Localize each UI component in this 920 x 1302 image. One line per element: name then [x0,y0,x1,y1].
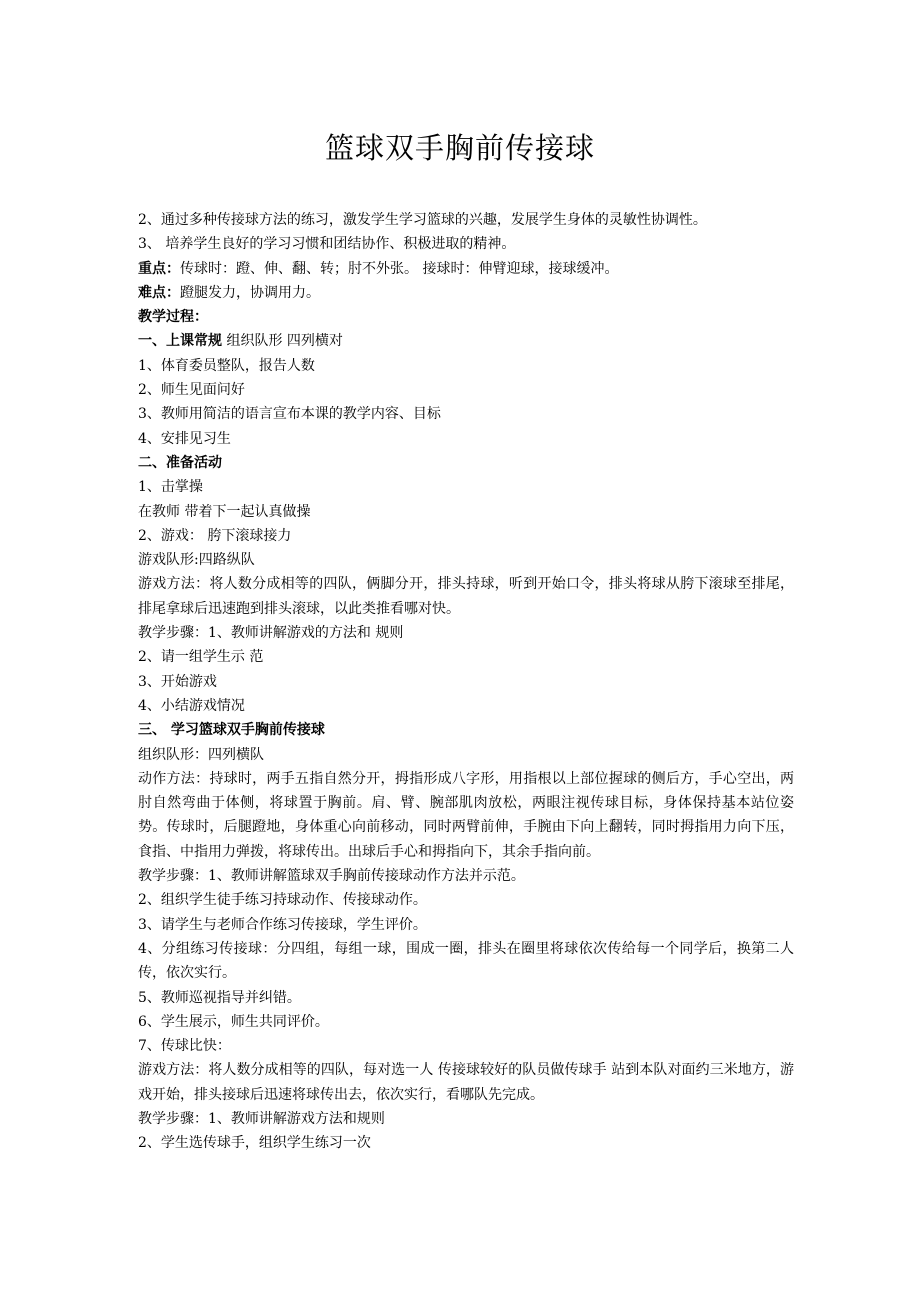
section-2-item-1: 1、击掌操 [138,479,203,496]
page-title: 篮球双手胸前传接球 [324,131,595,165]
section-2-item-6: 教学步骤：1、教师讲解游戏的方法和 规则 [138,625,404,642]
section-3-item-4: 2、组织学生徒手练习持球动作、传接球动作。 [138,892,427,909]
section-2-item-4: 游戏队形:四路纵队 [138,552,255,569]
document-body [138,208,794,1156]
section-2-item-9: 4、小结游戏情况 [138,697,245,714]
section-2-item-2: 在教师 带着下一起认真做操 [138,503,311,520]
section-3-item-3: 教学步骤：1、教师讲解篮球双手胸前传接球动作方法并示范。 [138,868,525,885]
section-1-item-3: 3、教师用简洁的语言宣布本课的教学内容、目标 [138,406,441,423]
section-2-game-method: 游戏方法：将人数分成相等的四队，俩脚分开，排头持球，听到开始口令，排头将球从胯下滚球至排尾，排尾拿球后迅速跑到排头滚球，以此类推看哪对快。 [138,576,794,617]
section-1-title: 一、上课常规 [138,333,222,350]
key-points-label: 重点： [138,260,180,277]
section-1-item-4: 4、安排见习生 [138,430,231,447]
section-1-item-1: 1、体育委员整队，报告人数 [138,357,315,374]
section-3-game-method: 游戏方法：将人数分成相等的四队，每对选一人 传接球较好的队员做传球手 站到本队对面约三米地方，游戏开始，排头接球后迅速将球传出去，依次实行，看哪队先完成。 [138,1062,794,1103]
section-3-item-6: 4、分组练习传接球：分四组，每组一球，围成一圈，排头在圈里将球依次传给每一个同学后，换第二人传，依次实行。 [138,940,794,982]
section-3-item-1: 组织队形：四列横队 [138,746,264,763]
section-3-item-9: 7、传球比快： [138,1038,231,1055]
section-1-heading [138,329,794,353]
process-title: 教学过程： [138,309,208,326]
difficulty-text: 蹬腿发力，协调用力。 [180,284,320,301]
section-3-item-5: 3、请学生与老师合作练习传接球，学生评价。 [138,916,427,933]
key-points-text: 传球时：蹬、伸、翻、转；肘不外张。 接球时：伸臂迎球，接球缓冲。 [180,260,619,277]
difficulty-label: 难点： [138,284,180,301]
key-points [138,257,794,281]
section-1-formation: 组织队形 四列横对 [222,333,343,350]
objective-3: 3、 培养学生良好的学习习惯和团结协作、积极进取的精神。 [138,236,516,253]
section-1-item-2: 2、师生见面问好 [138,382,245,399]
section-3-item-8: 6、学生展示，师生共同评价。 [138,1013,329,1030]
section-3-heading: 三、 学习篮球双手胸前传接球 [138,722,325,739]
section-3-item-11: 教学步骤：1、教师讲解游戏方法和规则 [138,1110,385,1127]
difficulty [138,281,794,305]
section-2-heading: 二、准备活动 [138,454,222,471]
section-3-item-12: 2、学生选传球手，组织学生练习一次 [138,1135,371,1152]
section-2-item-7: 2、请一组学生示 范 [138,649,264,666]
section-3-action-method: 动作方法：持球时，两手五指自然分开，拇指形成八字形，用指根以上部位握球的侧后方，手心空出，两肘自然弯曲于体侧，将球置于胸前。肩、臂、腕部肌肉放松，两眼注视传球目标，身体保持基本站位姿势。传球时，后腿蹬地，身体重心向前移动，同时两臂前伸，手腕由下向上翻转，同时拇指用力向下压，食指、中指用力弹拨，将球传出。出球后手心和拇指向下，其余手指向前。 [138,770,794,860]
section-2-item-3: 2、游戏： 胯下滚球接力 [138,527,292,544]
objective-2: 2、通过多种传接球方法的练习，激发学生学习篮球的兴趣，发展学生身体的灵敏性协调性。 [138,212,707,228]
section-3-item-7: 5、教师巡视指导并纠错。 [138,989,301,1006]
section-2-item-8: 3、开始游戏 [138,673,217,690]
